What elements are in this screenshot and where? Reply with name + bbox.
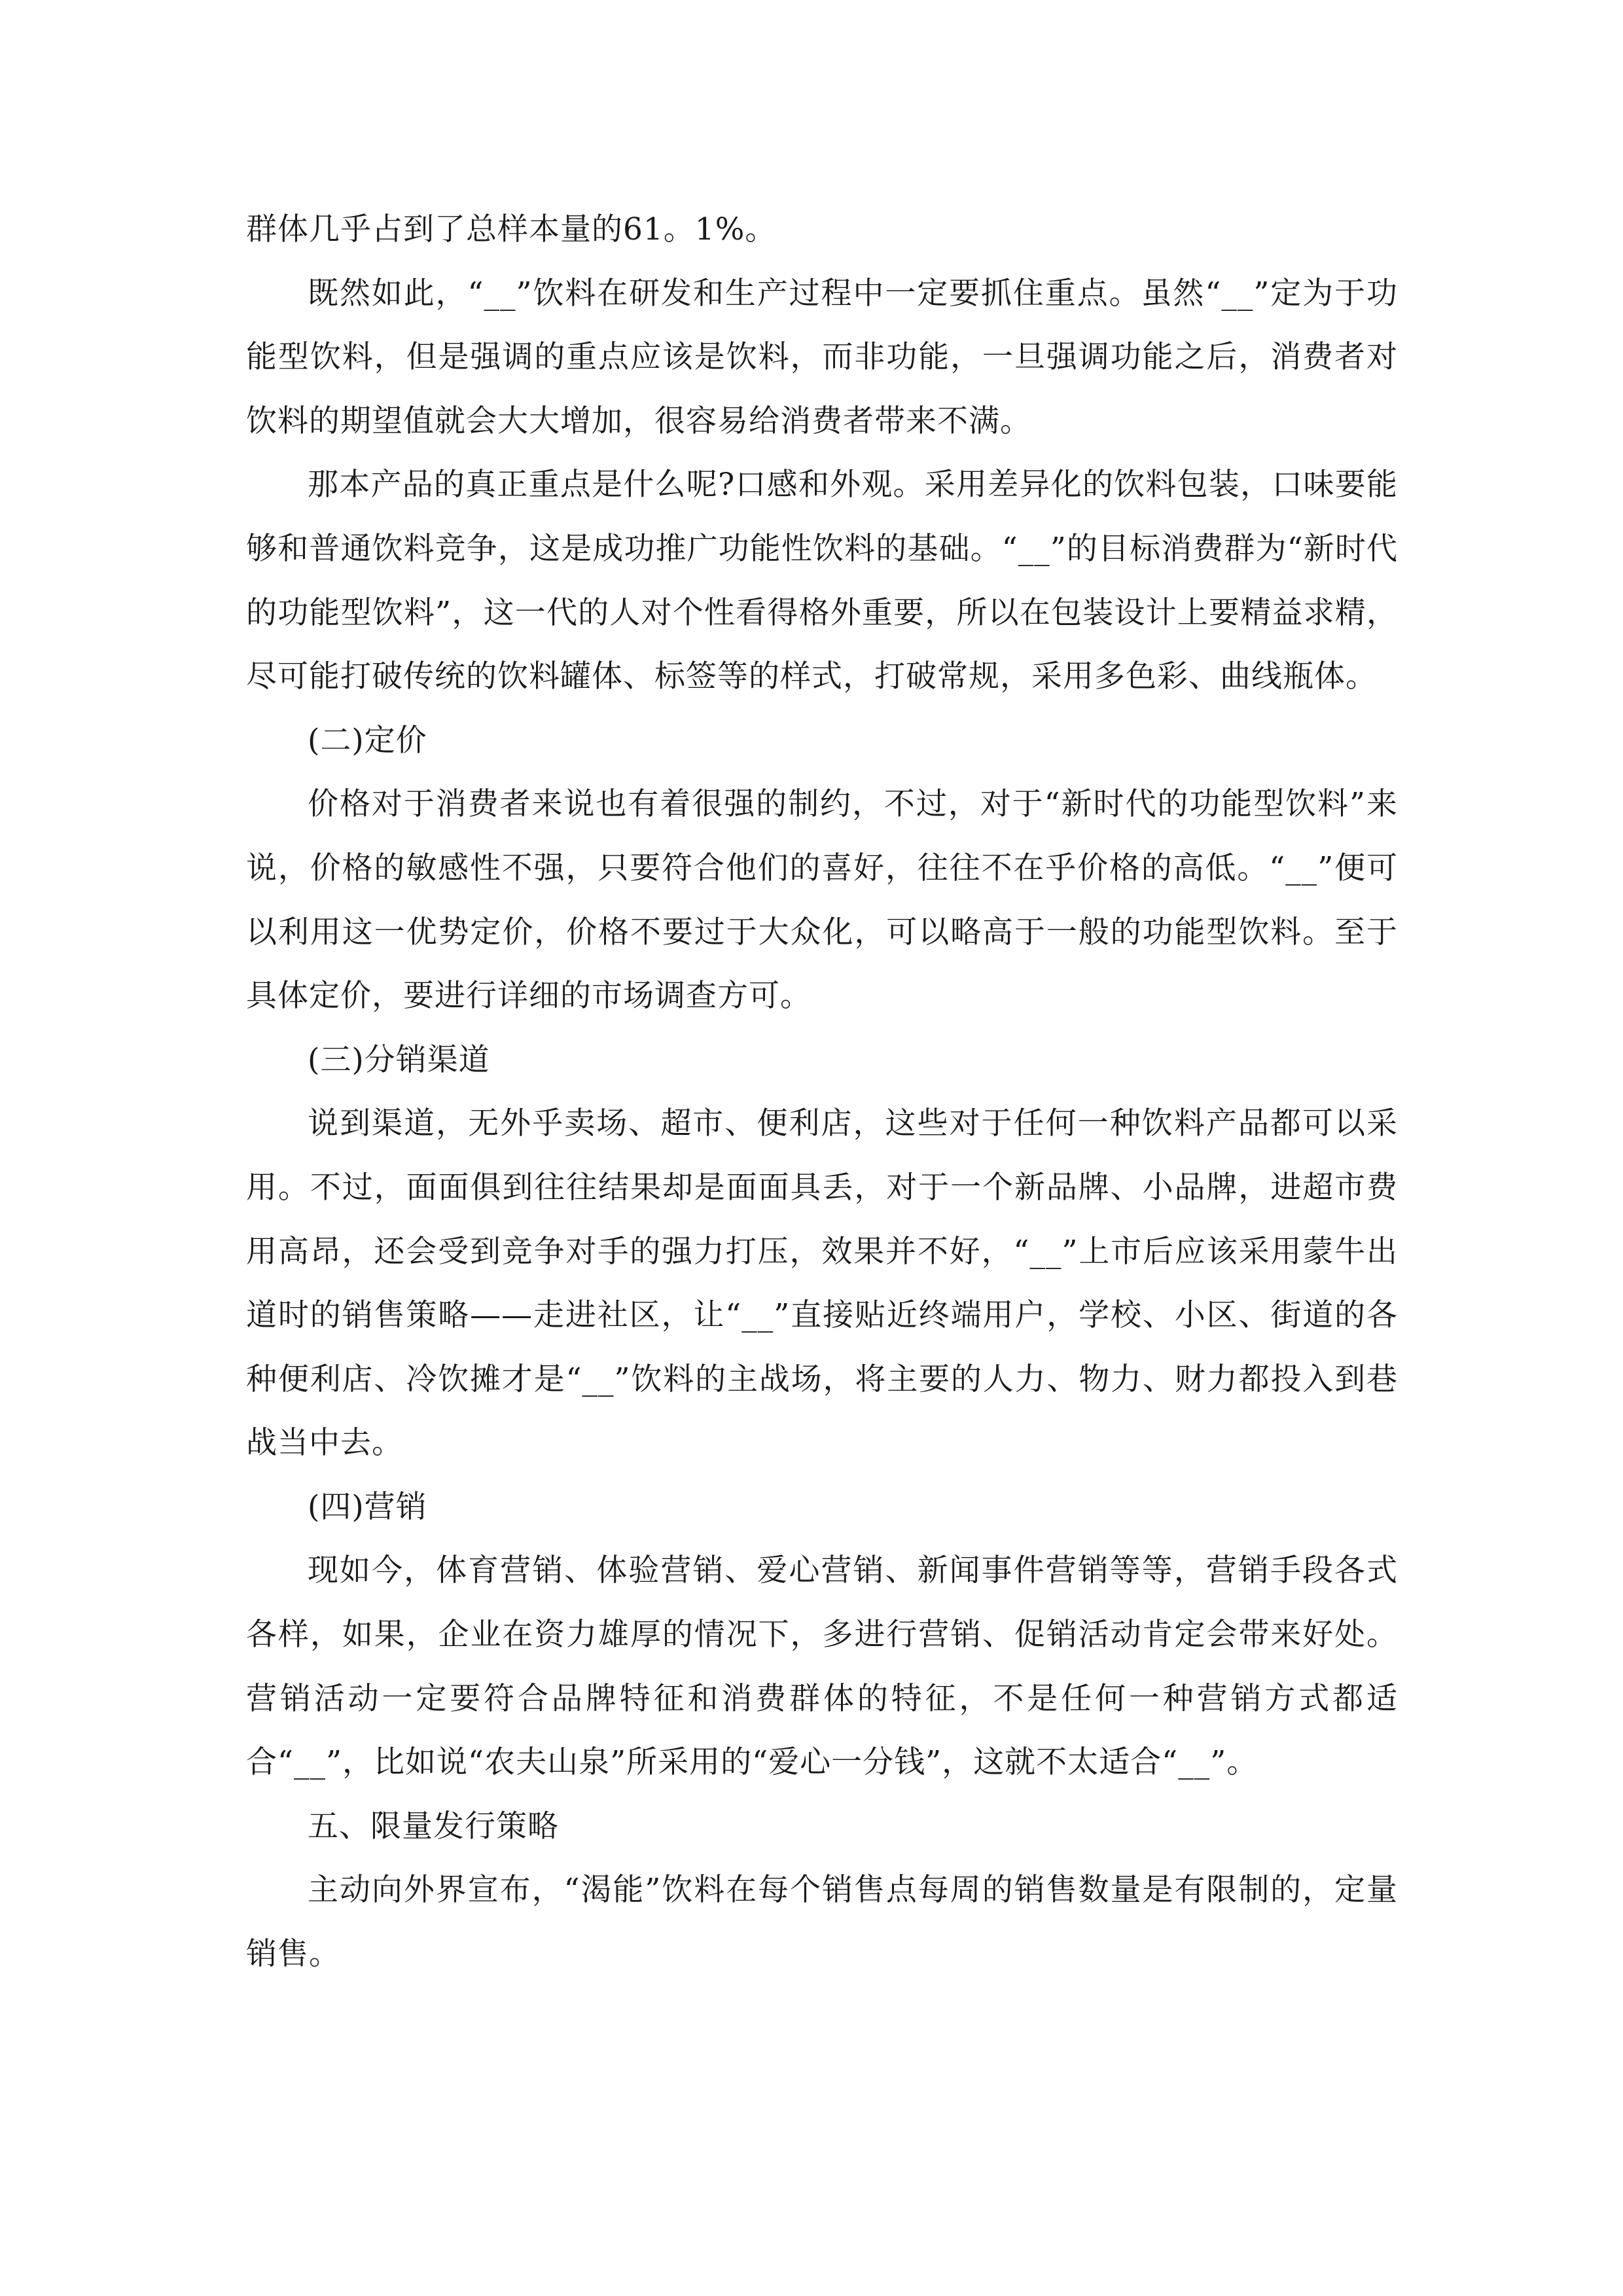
paragraph-packaging: 那本产品的真正重点是什么呢?口感和外观。采用差异化的饮料包装，口味要能够和普通饮料竞争，这是成功推广功能性饮料的基础。“__”的目标消费群为“新时代的功能型饮料”，这一代的人对个性看得格外重要，所以在包装设计上要精益求精，尽可能打破传统的饮料罐体、标签等的样式，打破常规，采用多色彩、曲线瓶体。 <box>246 467 1398 695</box>
section-heading-pricing: (二)定价 <box>308 722 427 759</box>
paragraph-limited-release: 主动向外界宣布，“渴能”饮料在每个销售点每周的销售数量是有限制的，定量销售。 <box>246 1872 1398 1973</box>
paragraph-marketing: 现如今，体育营销、体验营销、爱心营销、新闻事件营销等等，营销手段各式各样，如果，企业在资力雄厚的情况下，多进行营销、促销活动肯定会带来好处。营销活动一定要符合品牌特征和消费群体的特征，不是任何一种营销方式都适合“__”，比如说“农夫山泉”所采用的“爱心一分钱”，这就不太适合“__”。 <box>246 1552 1398 1781</box>
paragraph-continued: 群体几乎占到了总样本量的61。1%。 <box>246 211 777 247</box>
section-heading-marketing: (四)营销 <box>308 1488 427 1525</box>
paragraph-pricing: 价格对于消费者来说也有着很强的制约，不过，对于“新时代的功能型饮料”来说，价格的敏感性不强，只要符合他们的喜好，往往不在乎价格的高低。“__”便可以利用这一优势定价，价格不要过于大众化，可以略高于一般的功能型饮料。至于具体定价，要进行详细的市场调查方可。 <box>246 786 1398 1014</box>
paragraph-distribution: 说到渠道，无外乎卖场、超市、便利店，这些对于任何一种饮料产品都可以采用。不过，面面俱到往往结果却是面面具丢，对于一个新品牌、小品牌，进超市费用高昂，还会受到竞争对手的强力打压，效果并不好，“__”上市后应该采用蒙牛出道时的销售策略——走进社区，让“__”直接贴近终端用户，学校、小区、街道的各种便利店、冷饮摊才是“__”饮料的主战场，将主要的人力、物力、财力都投入到巷战当中去。 <box>246 1105 1398 1462</box>
section-heading-limited-release: 五、限量发行策略 <box>308 1808 559 1844</box>
section-heading-distribution: (三)分销渠道 <box>308 1041 490 1078</box>
document-page <box>246 198 1398 1986</box>
paragraph-product-focus: 既然如此，“__”饮料在研发和生产过程中一定要抓住重点。虽然“__”定为于功能型饮料，但是强调的重点应该是饮料，而非功能，一旦强调功能之后，消费者对饮料的期望值就会大大增加，很容易给消费者带来不满。 <box>246 275 1398 439</box>
